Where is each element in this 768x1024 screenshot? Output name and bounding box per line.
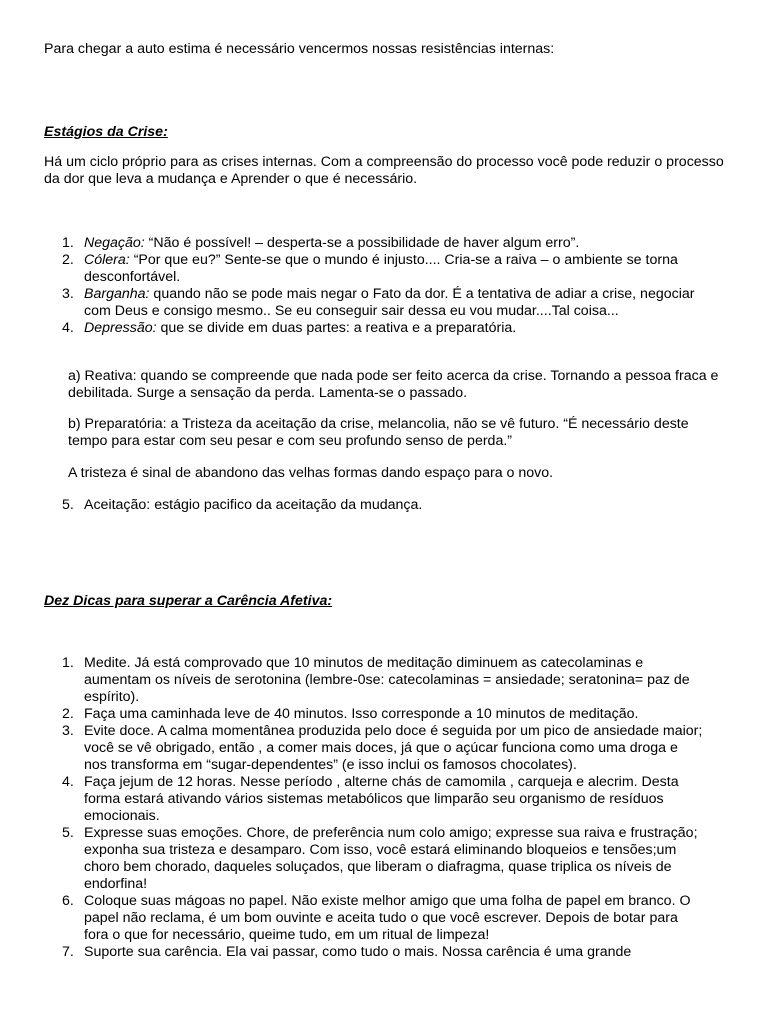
list-item: 3. Evite doce. A calma momentânea produzida pelo doce é seguida por um pico de ansiedade maior; você se vê obrigado, então , a comer mais doces, já que o açúcar funciona como uma droga e nos transforma em “sugar-dependentes” (e isso inclui os famosos chocolates). bbox=[62, 723, 703, 773]
list-item: 3. Barganha: quando não se pode mais negar o Fato da dor. É a tentativa de adiar a crise, negociar com Deus e consigo mesmo.. Se eu conseguir sair dessa eu vou mudar....Tal coisa... bbox=[62, 286, 695, 319]
list-item: 1. Negação: “Não é possível! – desperta-se a possibilidade de haver algum erro”. bbox=[62, 235, 580, 251]
intro-paragraph: Para chegar a auto estima é necessário vencermos nossas resistências internas: bbox=[44, 41, 555, 57]
tips-heading: Dez Dicas para superar a Carência Afetiva: bbox=[44, 593, 333, 609]
crisis-stages-list bbox=[44, 235, 704, 337]
sadness-note: A tristeza é sinal de abandono das velhas formas dando espaço para o novo. bbox=[68, 465, 554, 481]
list-item: 4. Depressão: que se divide em duas partes: a reativa e a preparatória. bbox=[62, 320, 517, 336]
list-item: 4. Faça jejum de 12 horas. Nesse período , alterne chás de camomila , carqueja e alecrim. Desta forma estará ativando vários sistemas metabólicos que limparão seu organismo de resíduos emocionais. bbox=[62, 774, 679, 824]
list-item: 6. Coloque suas mágoas no papel. Não existe melhor amigo que uma folha de papel em branco. O papel não reclama, é um bom ouvinte e aceita tudo o que você escrever. Depois de botar para fora o que for necessário, queime tudo, em um ritual de limpeza! bbox=[62, 893, 691, 943]
list-item: 2. Faça uma caminhada leve de 40 minutos. Isso corresponde a 10 minutos de meditação. bbox=[62, 706, 639, 722]
list-item: 7. Suporte sua carência. Ela vai passar, como tudo o mais. Nossa carência é uma grande bbox=[62, 944, 632, 960]
reactive-paragraph: a) Reativa: quando se compreende que nada pode ser feito acerca da crise. Tornando a pessoa fraca e debilitada. Surge a sensação da perda. Lamenta-se o passado. bbox=[68, 368, 719, 401]
list-item: 1. Medite. Já está comprovado que 10 minutos de meditação diminuem as catecolaminas e aumentam os níveis de serotonina (lembre-0se: catecolaminas = ansiedade; seratonina= paz de espírito). bbox=[62, 655, 690, 705]
list-item: 5. Aceitação: estágio pacifico da aceitação da mudança. bbox=[62, 497, 423, 513]
acceptance-list bbox=[44, 497, 704, 514]
preparatory-paragraph: b) Preparatória: a Tristeza da aceitação da crise, melancolia, não se vê futuro. “É necessário deste tempo para estar com seu pesar e com seu profundo senso de perda.” bbox=[68, 416, 689, 449]
tips-list bbox=[44, 655, 704, 961]
crisis-intro-paragraph: Há um ciclo próprio para as crises internas. Com a compreensão do processo você pode reduzir o processo da dor que leva a mudança e Aprender o que é necessário. bbox=[44, 154, 724, 187]
list-item: 5. Expresse suas emoções. Chore, de preferência num colo amigo; expresse sua raiva e frustração; exponha sua tristeza e desamparo. Com isso, você estará eliminando bloqueios e tensões;um choro bem chorado, daqueles soluçados, que liberam o diafragma, quase triplica os níveis de endorfina! bbox=[62, 825, 698, 892]
crisis-stages-heading: Estágios da Crise: bbox=[44, 124, 168, 140]
list-item: 2. Cólera: “Por que eu?” Sente-se que o mundo é injusto.... Cria-se a raiva – o ambiente se torna desconfortável. bbox=[62, 252, 678, 285]
